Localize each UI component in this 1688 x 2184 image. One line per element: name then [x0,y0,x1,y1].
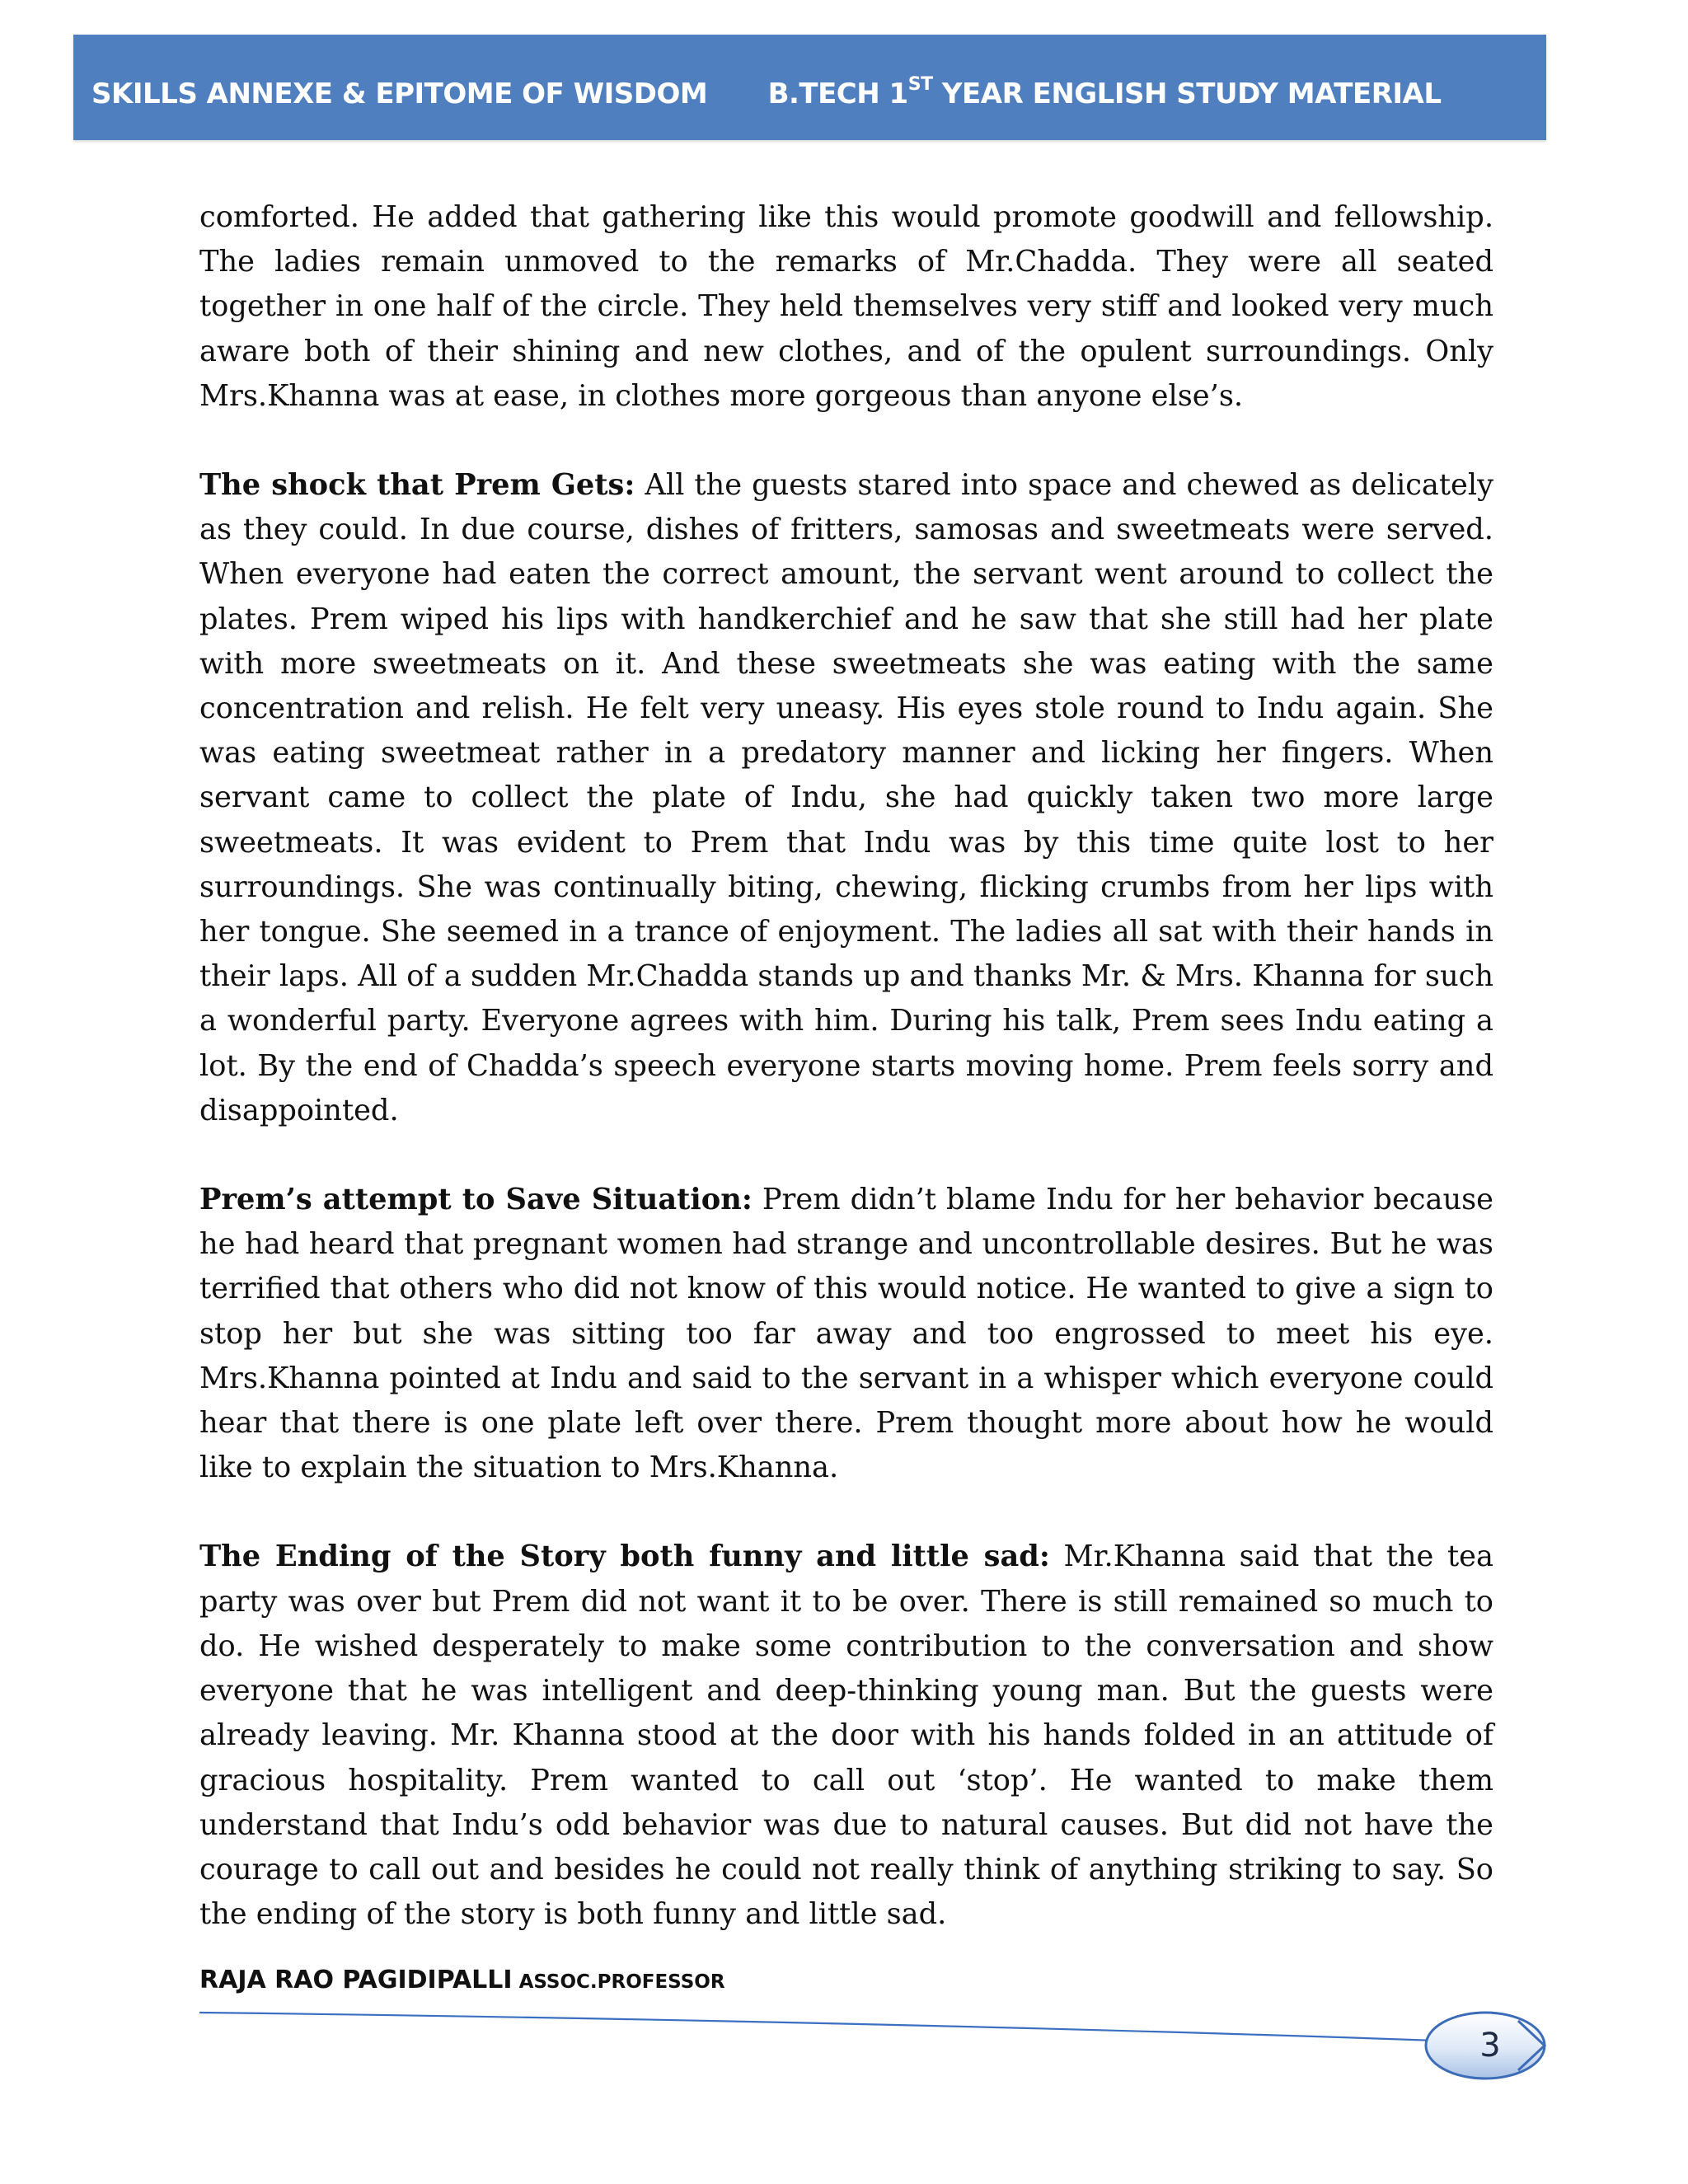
footer-rule [199,2011,1452,2044]
paragraph [199,463,1493,1133]
paragraph [199,195,1493,419]
header-right-sup: ST [907,74,933,95]
header-right-prefix: B.TECH 1 [767,77,908,110]
footer-author [199,1966,725,1994]
document-body [199,195,1493,1981]
paragraph-text: comforted. He added that gathering like this would promote goodwill and fellowship. The ladies remain unmoved to the remarks of Mr.Chadda. They were all seated together in one half of the circle. They held themselves very stiff and looked very much aware both of their shining and new clothes, and of the opulent surroundings. Only Mrs.Khanna was at ease, in clothes more gorgeous than anyone else’s. [199,200,1493,413]
author-title: ASSOC.PROFESSOR [518,1971,725,1993]
header-band [73,35,1546,140]
paragraph [199,1535,1493,1937]
header-title [91,74,1528,110]
paragraph-heading: Prem’s attempt to Save Situation: [199,1183,753,1217]
paragraph-heading: The shock that Prem Gets: [199,468,635,503]
footer-rule-line [199,2013,1436,2041]
paragraph [199,1178,1493,1490]
page-number: 3 [1479,2027,1501,2064]
header-left-title: SKILLS ANNEXE & EPITOME OF WISDOM [91,77,708,110]
paragraph-text: Mr.Khanna said that the tea party was over but Prem did not want it to be over. There is still remained so much to do. He wished desperately to make some contribution to the conversation and show everyone that he was intelligent and deep-thinking young man. But the guests were already leaving. Mr. Khanna stood at the door with his hands folded in an attitude of gracious hospitality. Prem wanted to call out ‘stop’. He wanted to make them understand that Indu’s odd behavior was due to natural causes. But did not have the courage to call out and besides he could not really think of anything striking to say. So the ending of the story is both funny and little sad. [199,1540,1493,1932]
paragraph-heading: The Ending of the Story both funny and little sad: [199,1540,1050,1574]
author-name: RAJA RAO PAGIDIPALLI [199,1966,513,1994]
page-badge [1419,2008,1548,2083]
header-right-title [768,74,1442,110]
paragraph-text: Prem didn’t blame Indu for her behavior because he had heard that pregnant women had strange and uncontrollable desires. But he was terrified that others who did not know of this would notice. He wanted to give a sign to stop her but she was sitting too far away and too engrossed to meet his eye. Mrs.Khanna pointed at Indu and said to the servant in a whisper which everyone could hear that there is one plate left over there. Prem thought more about how he would like to explain the situation to Mrs.Khanna. [199,1183,1493,1485]
header-right-suffix: YEAR ENGLISH STUDY MATERIAL [932,77,1442,110]
paragraph-text: All the guests stared into space and chewed as delicately as they could. In due course, dishes of fritters, samosas and sweetmeats were served. When everyone had eaten the correct amount, the servant went around to collect the plates. Prem wiped his lips with handkerchief and he saw that she still had her plate with more sweetmeats on it. And these sweetmeats she was eating with the same concentration and relish. He felt very uneasy. His eyes stole round to Indu again. She was eating sweetmeat rather in a predatory manner and licking her fingers. When servant came to collect the plate of Indu, she had quickly taken two more large sweetmeats. It was evident to Prem that Indu was by this time quite lost to her surroundings. She was continually biting, chewing, flicking crumbs from her lips with her tongue. She seemed in a trance of enjoyment. The ladies all sat with their hands in their laps. All of a sudden Mr.Chadda stands up and thanks Mr. & Mrs. Khanna for such a wonderful party. Everyone agrees with him. During his talk, Prem sees Indu eating a lot. By the end of Chadda’s speech everyone starts moving home. Prem feels sorry and disappointed. [199,468,1494,1127]
